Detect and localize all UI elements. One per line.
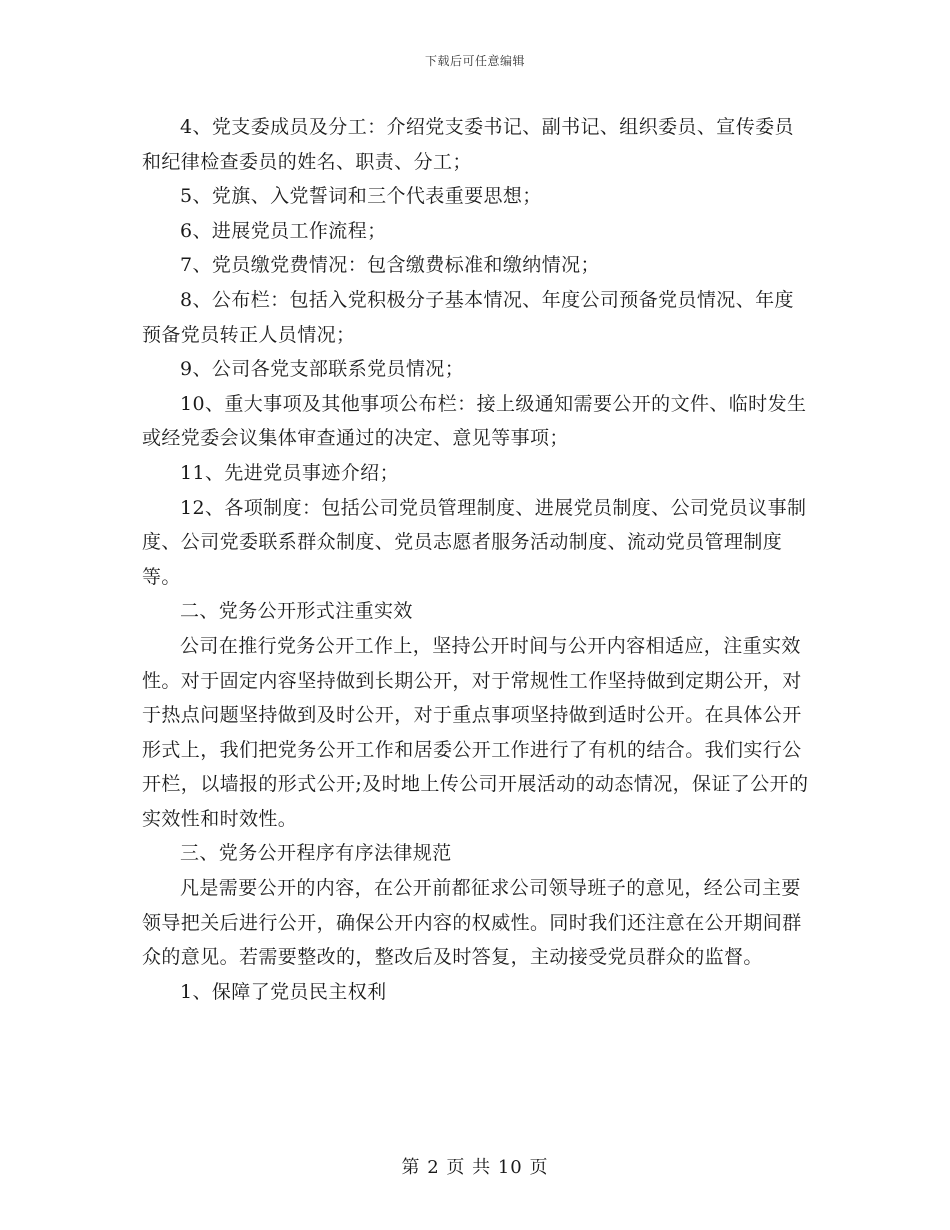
- paragraph-item-12: 12、各项制度：包括公司党员管理制度、进展党员制度、公司党员议事制度、公司党委联系群众制度、党员志愿者服务活动制度、流动党员管理制度等。: [142, 496, 807, 588]
- paragraph-section-2-body: 公司在推行党务公开工作上，坚持公开时间与公开内容相适应，注重实效性。对于固定内容坚持做到长期公开，对于常规性工作坚持做到定期公开，对于热点问题坚持做到及时公开，对于重点事项坚持做到适时公开。在具体公开形式上，我们把党务公开工作和居委公开工作进行了有机的结合。我们实行公开栏，以墙报的形式公开;及时地上传公司开展活动的动态情况，保证了公开的实效性和时效性。: [142, 634, 809, 830]
- subsection-heading-1: 1、保障了党员民主权利: [180, 980, 387, 1003]
- paragraph-item-9: 9、公司各党支部联系党员情况；: [180, 358, 465, 381]
- paragraph-section-3-body: 凡是需要公开的内容，在公开前都征求公司领导班子的意见，经公司主要领导把关后进行公开，确保公开内容的权威性。同时我们还注意在公开期间群众的意见。若需要整改的，整改后及时答复，主动接受党员群众的监督。: [142, 877, 802, 969]
- section-heading-3: 三、党务公开程序有序法律规范: [180, 842, 452, 865]
- paragraph-item-11: 11、先进党员事迹介绍；: [180, 461, 399, 484]
- section-heading-2: 二、党务公开形式注重实效: [180, 600, 413, 623]
- page-header: 下载后可任意编辑: [424, 54, 525, 68]
- paragraph-item-6: 6、进展党员工作流程；: [180, 219, 387, 242]
- paragraph-item-7: 7、党员缴党费情况：包含缴费标准和缴纳情况；: [180, 254, 600, 277]
- document-body: [142, 110, 810, 1009]
- paragraph-item-8: 8、公布栏：包括入党积极分子基本情况、年度公司预备党员情况、年度预备党员转正人员情况；: [142, 288, 794, 346]
- paragraph-item-5: 5、党旗、入党誓词和三个代表重要思想；: [180, 185, 542, 208]
- paragraph-item-4: 4、党支委成员及分工：介绍党支委书记、副书记、组织委员、宣传委员和纪律检查委员的姓名、职责、分工；: [142, 116, 794, 173]
- page-number: 第 2 页 共 10 页: [401, 1157, 549, 1178]
- paragraph-item-10: 10、重大事项及其他事项公布栏：接上级通知需要公开的文件、临时发生或经党委会议集体审查通过的决定、意见等事项；: [142, 392, 807, 450]
